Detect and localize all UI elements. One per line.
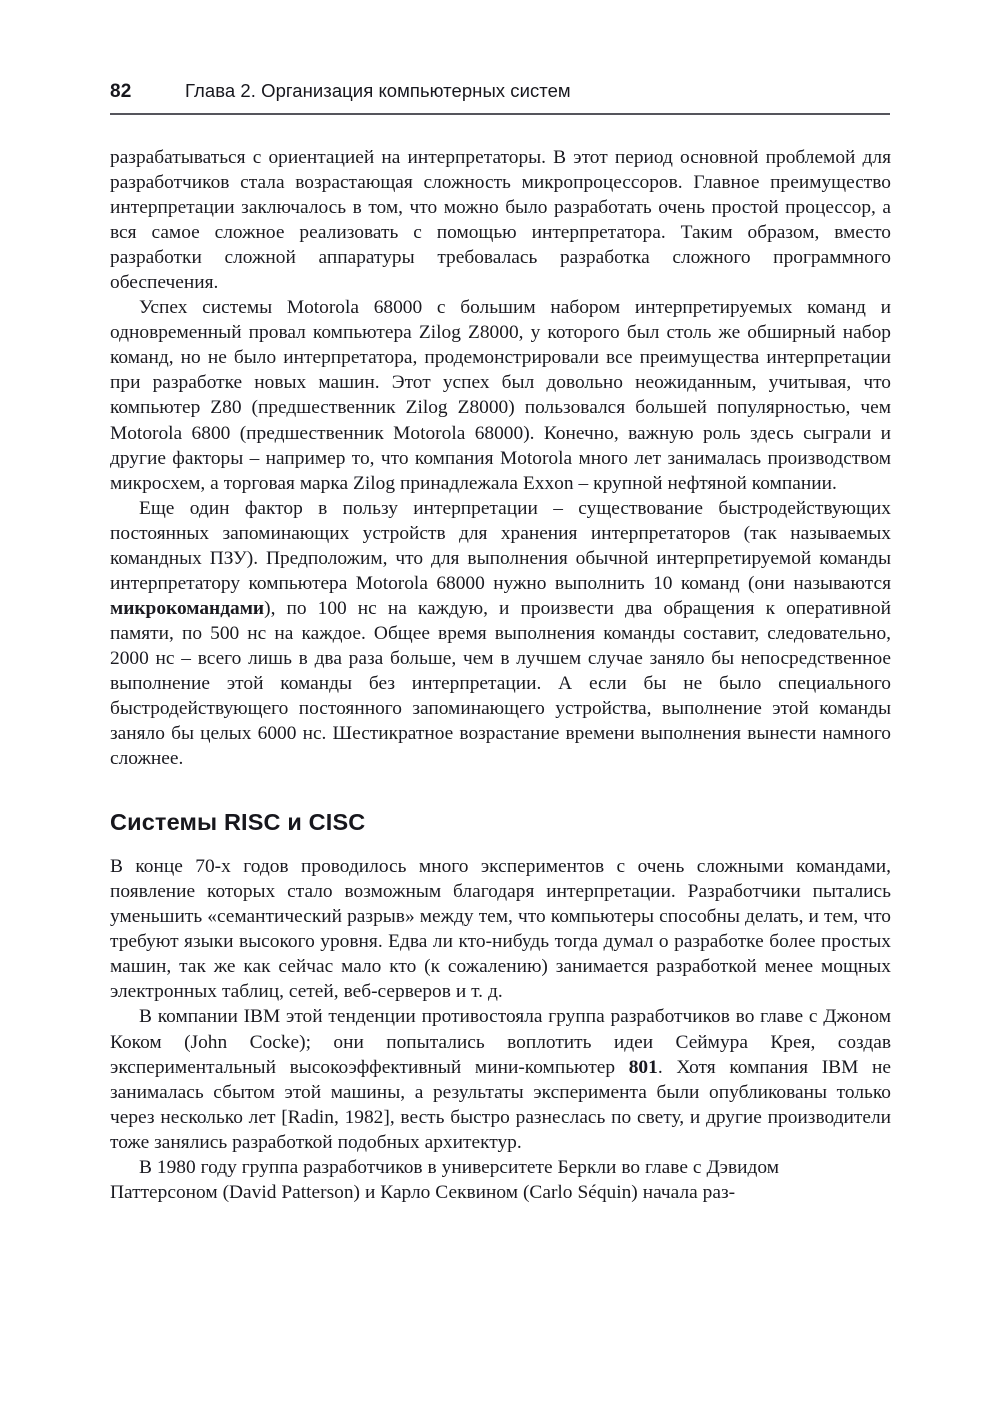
section-heading-risc-cisc: Системы RISC и CISC <box>110 809 366 836</box>
header-divider-rule <box>110 113 890 115</box>
chapter-title: Глава 2. Организация компьютерных систем <box>185 80 571 101</box>
paragraph-semantic-gap: В конце 70-х годов проводилось много экспериментов с очень сложными командами, появление которых стало возможным благодаря интерпретации. Разработчики пытались уменьшить «семантический разрыв» между тем, что компьютеры способны делать, и тем, что требуют языки высокого уровня. Едва ли кто-нибудь тогда думал о разработке более простых машин, так же как сейчас мало кто (к сожалению) занимается разработкой менее мощных электронных таблиц, сетей, веб-серверов и т. д. <box>110 856 891 1003</box>
paragraph-ibm-801 <box>110 1004 891 1154</box>
term-801: 801 <box>628 1056 658 1078</box>
paragraph-ibm-801-text-end: . Хотя компания IBM не занималась сбытом этой машины, а результаты эксперимента были опубликованы только через несколько лет [Radin, 1982], весть быстро разнеслась по свету, и другие производители тоже занялись разработкой подобных архитектур. <box>110 1056 891 1153</box>
running-head <box>110 80 890 108</box>
term-microcommands: микрокомандами <box>110 597 265 619</box>
paragraph-microcommands-text-end: ), по 100 нс на каждую, и произвести два обращения к оперативной памяти, по 500 нс на каждое. Общее время выполнения команды составит, следовательно, 2000 нс – всего лишь в два раза больше, чем в лучшем случае заняло бы непосредственное выполнение этой команды без интерпретации. А если бы не было специального быстродействующего постоянного запоминающего устройства, выполнение этой команды заняло бы целых 6000 нс. Шестикратное возрастание времени выполнения вынести намного сложнее. <box>110 597 891 770</box>
page-number: 82 <box>110 81 132 102</box>
paragraph-continued: разрабатываться с ориентацией на интерпретаторы. В этот период основной проблемой для разработчиков стала возрастающая сложность микропроцессоров. Главное преимущество интерпретации заключалось в том, что можно было разработать очень простой процессор, а вся самое сложное реализовать с помощью интерпретатора. Таким образом, вместо разработки сложной аппаратуры требовалась разработка сложного программного обеспечения. <box>110 147 891 294</box>
paragraph-microcommands-text-start: Еще один фактор в пользу интерпретации – существование быстродействующих постоянных запоминающих устройств для хранения интерпретаторов (так называемых командных ПЗУ). Предположим, что для выполнения обычной интерпретируемой команды интерпретатору компьютера Motorola 68000 нужно выполнить 10 команд (они называются <box>110 497 891 594</box>
paragraph-ibm-801-text-start: В компании IBM этой тенденции противостояла группа разработчиков во главе с Джоном Коком (John Cocke); они попытались воплотить идеи Сеймура Крея, создав экспериментальный высокоэффективный мини-компьютер <box>110 1006 891 1078</box>
heading-spacer-top <box>110 771 891 808</box>
text-column <box>110 145 891 1205</box>
heading-spacer-bottom <box>110 836 891 854</box>
paragraph-motorola-zilog: Успех системы Motorola 68000 с большим набором интерпретируемых команд и одновременный провал компьютера Zilog Z8000, у которого был столь же обширный набор команд, но не было интерпретатора, продемонстрировали все преимущества интерпретации при разработке новых машин. Этот успех был довольно неожиданным, учитывая, что компьютер Z80 (предшественник Zilog Z8000) пользовался большей популярностью, чем Motorola 6800 (предшественник Motorola 68000). Конечно, важную роль здесь сыграли и другие факторы – например то, что компания Motorola много лет занималась производством микросхем, а торговая марка Zilog принадлежала Exxon – крупной нефтяной компании. <box>110 297 891 494</box>
paragraph-berkeley: В 1980 году группа разработчиков в университете Беркли во главе с Дэвидом Паттерсоном (David Patterson) и Карло Секвином (Carlo Séquin) начала раз- <box>110 1156 779 1203</box>
paragraph-microcommands <box>110 496 891 772</box>
